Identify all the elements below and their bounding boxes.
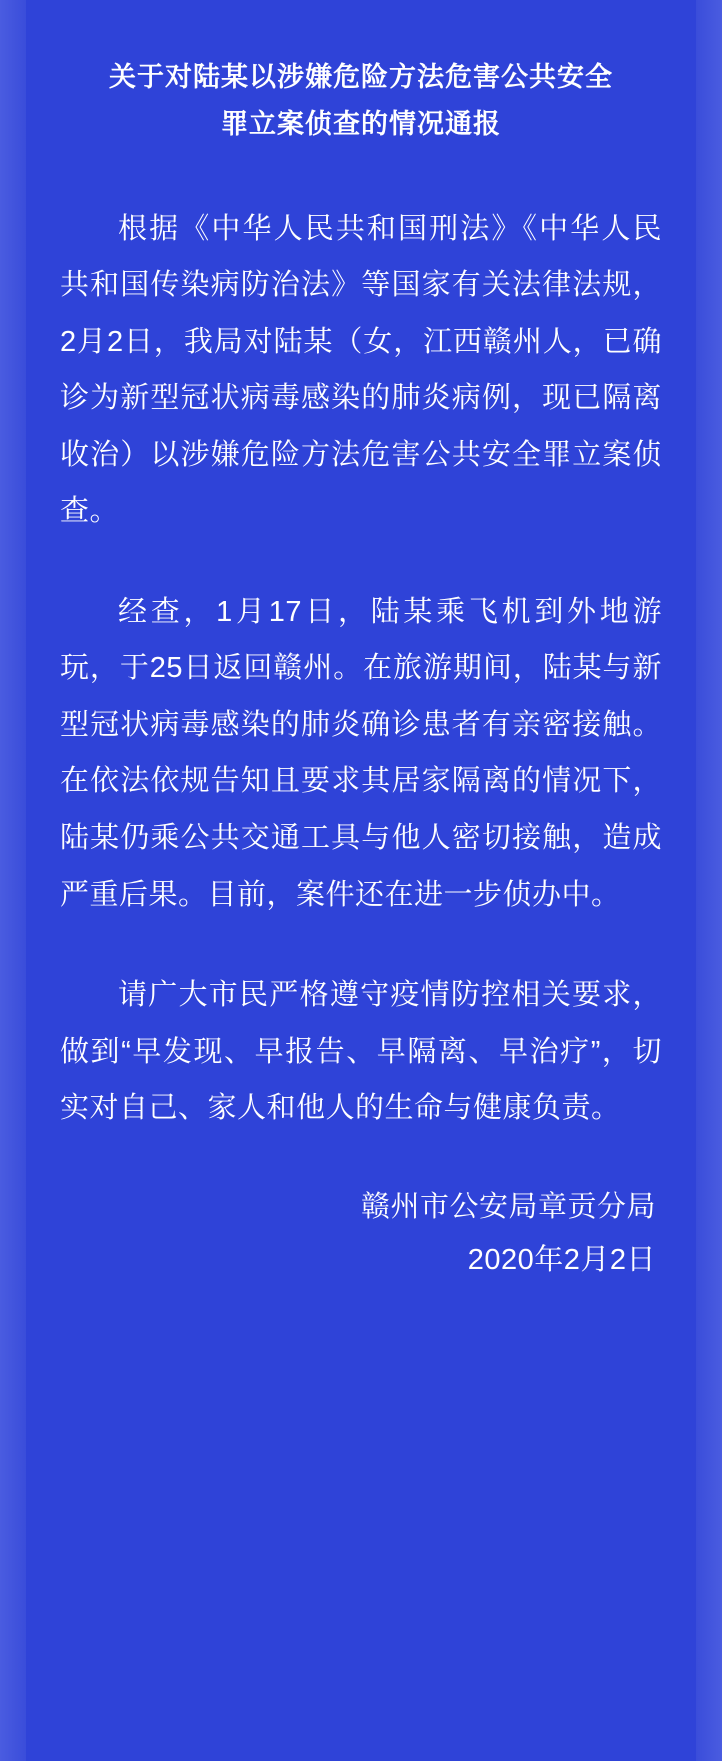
signature-block (60, 1181, 662, 1288)
issuing-authority: 赣州市公安局章贡分局 (360, 1190, 656, 1223)
notice-body (60, 201, 662, 1137)
right-border-strip (696, 0, 722, 1761)
notice-sheet (26, 0, 696, 1761)
paragraph-case-filing: 根据《中华人民共和国刑法》《中华人民共和国传染病防治法》等国家有关法律法规，2月2日，我局对陆某（女，江西赣州人，已确诊为新型冠状病毒感染的肺炎病例，现已隔离收治）以涉嫌危险方法危害公共安全罪立案侦查。 (60, 212, 662, 528)
paragraph-public-appeal: 请广大市民严格遵守疫情防控相关要求，做到“早发现、早报告、早隔离、早治疗”，切实对自己、家人和他人的生命与健康负责。 (60, 979, 662, 1125)
left-border-strip (0, 0, 26, 1761)
issue-date: 2020年2月2日 (467, 1244, 656, 1277)
page-title: 关于对陆某以涉嫌危险方法危害公共安全罪立案侦查的情况通报 (109, 62, 613, 140)
paragraph-investigation-findings: 经查，1月17日，陆某乘飞机到外地游玩，于25日返回赣州。在旅游期间，陆某与新型冠状病毒感染的肺炎确诊患者有亲密接触。在依法依规告知且要求其居家隔离的情况下，陆某仍乘公共交通工具与他人密切接触，造成严重后果。目前，案件还在进一步侦办中。 (60, 595, 662, 911)
